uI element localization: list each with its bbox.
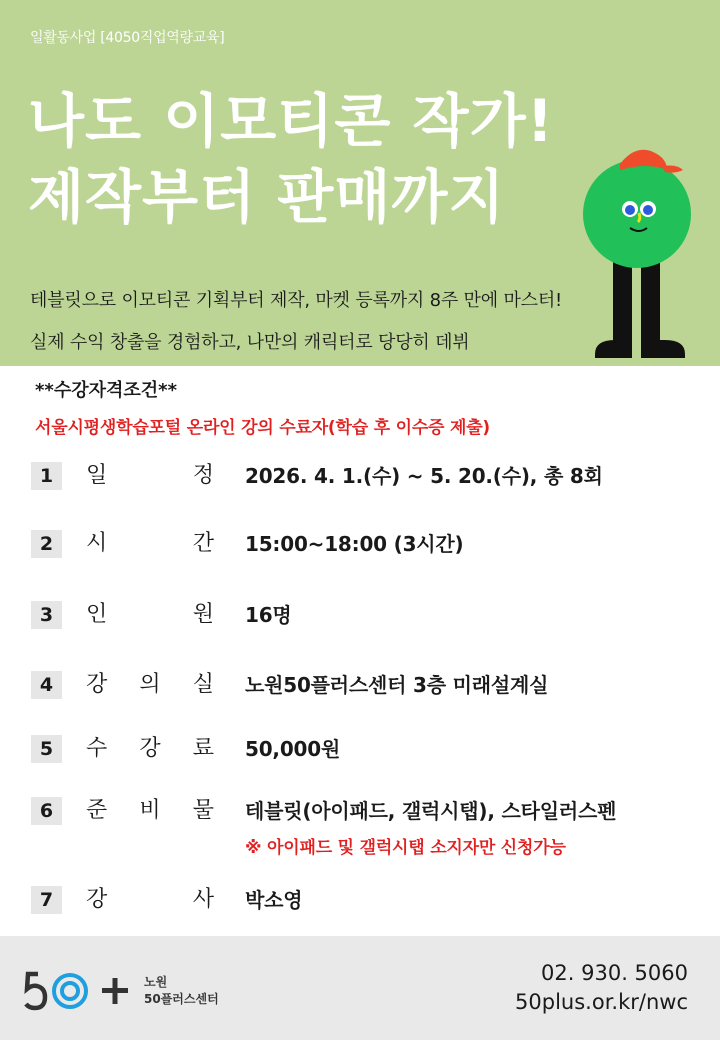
row-label: 일 정: [86, 463, 214, 488]
row-label: 준 비 물: [86, 798, 214, 823]
row-label: 강 의 실: [86, 672, 214, 697]
detail-row-instructor: [0, 886, 720, 926]
detail-row-time: [0, 530, 720, 570]
row-value: 15:00~18:00 (3시간): [245, 532, 464, 556]
row-value: 테블릿(아이패드, 갤럭시탭), 스타일러스펜: [245, 799, 617, 823]
program-tag: 일활동사업 [4050직업역량교육]: [30, 30, 225, 46]
subtitle-line-1: 테블릿으로 이모티콘 기획부터 제작, 마켓 등록까지 8주 만에 마스터!: [30, 290, 563, 311]
website-link[interactable]: 50plus.or.kr/nwc: [515, 990, 688, 1014]
row-number: 6: [31, 797, 62, 825]
row-number: 4: [31, 671, 62, 699]
row-number: 7: [31, 886, 62, 914]
requirements-text: 서울시평생학습포털 온라인 강의 수료자(학습 후 이수증 제출): [35, 418, 490, 438]
row-number: 2: [31, 530, 62, 558]
detail-row-capacity: [0, 601, 720, 641]
row-label: 강 사: [86, 887, 214, 912]
detail-row-schedule: [0, 462, 720, 502]
row-label: 시 간: [86, 531, 214, 556]
row-value: 노원50플러스센터 3층 미래설계실: [245, 673, 549, 697]
supplies-note: ※ 아이패드 및 갤럭시탭 소지자만 신청가능: [245, 838, 566, 858]
row-label: 인 원: [86, 602, 214, 627]
logo-text: 노원 50플러스센터: [144, 975, 219, 1006]
row-label: 수 강 료: [86, 736, 214, 761]
row-number: 3: [31, 601, 62, 629]
phone-number: 02. 930. 5060: [541, 961, 688, 985]
detail-row-room: [0, 671, 720, 711]
requirements-heading: **수강자격조건**: [35, 380, 177, 401]
row-value: 50,000원: [245, 737, 341, 761]
row-number: 1: [31, 462, 62, 490]
row-value: 2026. 4. 1.(수) ~ 5. 20.(수), 총 8회: [245, 464, 603, 488]
detail-row-fee: [0, 735, 720, 775]
mascot-character-icon: [575, 140, 695, 366]
subtitle-line-2: 실제 수익 창출을 경험하고, 나만의 캐릭터로 당당히 데뷔: [30, 332, 470, 353]
detail-row-supplies: [0, 797, 720, 867]
row-value: 16명: [245, 603, 292, 627]
row-number: 5: [31, 735, 62, 763]
title-line-2: 제작부터 판매까지: [28, 163, 506, 231]
row-value: 박소영: [245, 888, 303, 912]
title-line-1: 나도 이모티콘 작가!: [28, 87, 555, 155]
50plus-logo-icon: [24, 970, 134, 1012]
